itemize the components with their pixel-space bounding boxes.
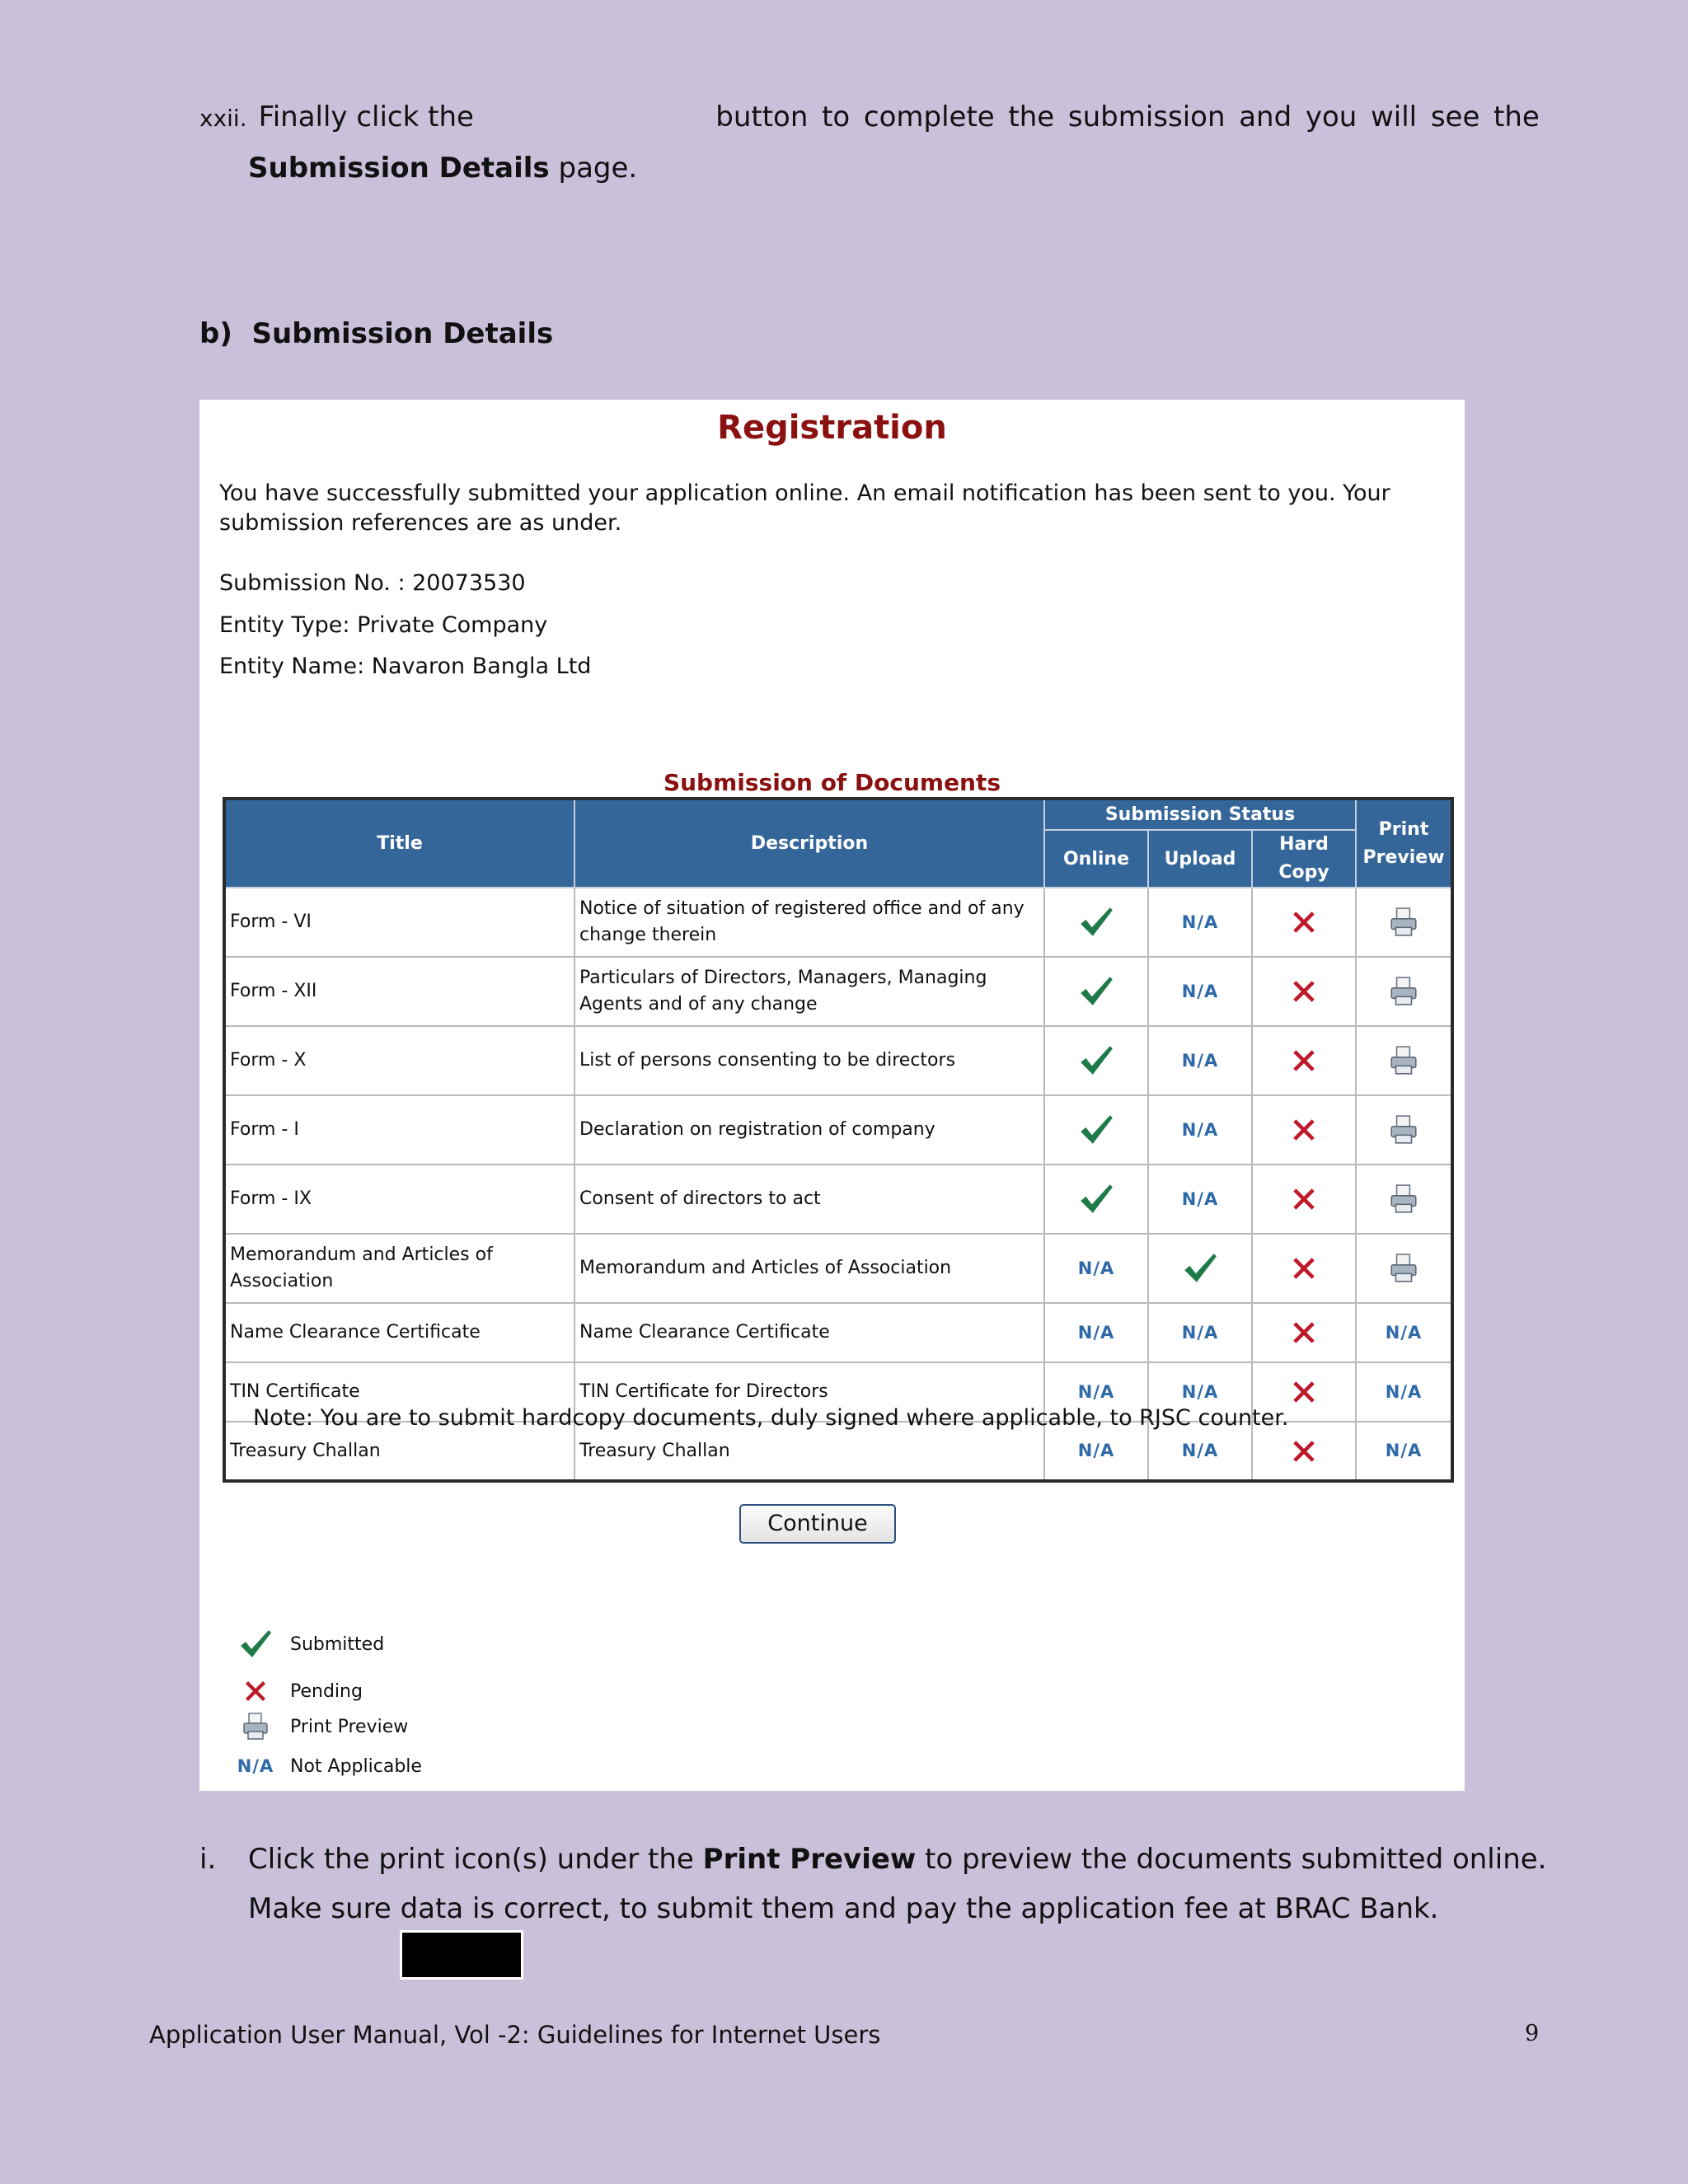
documents-table xyxy=(223,797,1454,1483)
document-title: Form - XII xyxy=(224,957,574,1026)
cross-icon xyxy=(1290,1047,1318,1075)
table-row xyxy=(224,1095,1452,1165)
cross-icon xyxy=(1290,1254,1318,1282)
print-status-cell[interactable] xyxy=(1356,1165,1452,1234)
upload-status-cell xyxy=(1148,1303,1252,1362)
print-status-cell[interactable] xyxy=(1356,1095,1452,1165)
hardcopy-status-cell xyxy=(1252,1234,1356,1303)
print-status-cell[interactable] xyxy=(1356,888,1452,957)
upload-status-cell xyxy=(1148,1234,1252,1303)
na-symbol: N/A xyxy=(237,1756,274,1776)
document-title: Form - VI xyxy=(224,888,574,957)
table-row xyxy=(224,888,1452,957)
document-title: Memorandum and Articles of Association xyxy=(224,1234,574,1303)
upload-status-cell xyxy=(1148,1026,1252,1095)
legend-label: Print Preview xyxy=(290,1716,409,1737)
step-word: will xyxy=(1370,101,1418,134)
step-word: complete xyxy=(863,101,995,134)
cross-icon xyxy=(1290,1185,1318,1213)
na-symbol: N/A xyxy=(1385,1381,1423,1402)
document-title: Name Clearance Certificate xyxy=(224,1303,574,1362)
hardcopy-status-cell xyxy=(1252,1303,1356,1362)
submission-details-reference: Submission Details xyxy=(248,152,550,185)
step-i xyxy=(199,1835,1547,1933)
section-heading: b) Submission Details xyxy=(199,317,554,350)
hardcopy-status-cell xyxy=(1252,888,1356,957)
step-word: see xyxy=(1430,101,1480,134)
legend-submitted xyxy=(232,1628,384,1661)
step-word: the xyxy=(1493,101,1540,134)
na-symbol: N/A xyxy=(1181,981,1219,1001)
header-submission-status: Submission Status xyxy=(1044,799,1356,830)
table-row xyxy=(224,957,1452,1026)
check-icon xyxy=(1077,974,1115,1009)
na-symbol: N/A xyxy=(1077,1258,1115,1278)
registration-screenshot xyxy=(199,400,1465,1791)
print-status-cell xyxy=(1356,1362,1452,1422)
success-message: You have successfully submitted your application online. An email notification has been sent to you. Your submission references are as under. xyxy=(219,480,1390,536)
na-symbol: N/A xyxy=(1077,1441,1115,1460)
legend-not-applicable xyxy=(232,1750,422,1783)
step-xxii-line1 xyxy=(199,92,1540,143)
header-upload: Upload xyxy=(1148,830,1252,888)
cross-icon xyxy=(1290,1116,1318,1144)
legend-label: Pending xyxy=(290,1680,363,1702)
cross-icon xyxy=(1290,1319,1318,1347)
online-status-cell xyxy=(1044,957,1148,1026)
document-title: Form - I xyxy=(224,1095,574,1165)
online-status-cell xyxy=(1044,1234,1148,1303)
printer-icon[interactable] xyxy=(1389,1253,1418,1284)
print-status-cell[interactable] xyxy=(1356,1026,1452,1095)
na-symbol: N/A xyxy=(1181,1119,1219,1140)
document-description: Treasury Challan xyxy=(574,1422,1044,1481)
na-symbol: N/A xyxy=(1077,1322,1115,1343)
step-text: to preview the documents submitted online. xyxy=(916,1843,1547,1876)
online-status-cell xyxy=(1044,1303,1148,1362)
document-description: Notice of situation of registered office and of any change therein xyxy=(574,888,1044,957)
document-title: Form - X xyxy=(224,1026,574,1095)
step-number: xxii. xyxy=(199,105,247,132)
cross-icon xyxy=(1290,1378,1318,1406)
step-number: i. xyxy=(199,1843,217,1876)
document-description: Name Clearance Certificate xyxy=(574,1303,1044,1362)
redacted-image xyxy=(400,1930,523,1980)
na-symbol: N/A xyxy=(1181,1441,1219,1460)
header-online: Online xyxy=(1044,830,1148,888)
step-i-line2: Make sure data is correct, to submit them and pay the application fee at BRAC Bank. xyxy=(248,1892,1439,1925)
print-status-cell[interactable] xyxy=(1356,1234,1452,1303)
document-title: Form - IX xyxy=(224,1165,574,1234)
print-status-cell xyxy=(1356,1422,1452,1481)
step-word: the xyxy=(1008,101,1055,134)
table-row xyxy=(224,1026,1452,1095)
page-number: 9 xyxy=(1525,2021,1540,2046)
online-status-cell xyxy=(1044,1026,1148,1095)
check-icon xyxy=(1077,1113,1115,1147)
legend-print-preview xyxy=(232,1710,408,1743)
legend-pending xyxy=(232,1675,363,1708)
printer-icon xyxy=(232,1712,279,1741)
printer-icon[interactable] xyxy=(1389,1045,1418,1076)
upload-status-cell xyxy=(1148,1095,1252,1165)
footer-text: Application User Manual, Vol -2: Guidelines for Internet Users xyxy=(149,2021,881,2049)
na-symbol: N/A xyxy=(1181,912,1219,932)
step-text: Click the print icon(s) under the xyxy=(248,1843,703,1876)
cross-icon xyxy=(1290,1437,1318,1465)
step-text-end: page. xyxy=(558,152,638,185)
legend-label: Not Applicable xyxy=(290,1755,422,1777)
printer-icon[interactable] xyxy=(1389,1114,1418,1146)
step-word: button xyxy=(715,101,809,134)
document-title: TIN Certificate xyxy=(224,1362,574,1422)
cross-icon xyxy=(1290,908,1318,936)
step-xxii xyxy=(199,92,1540,193)
hardcopy-note: Note: You are to submit hardcopy documents, duly signed where applicable, to RJSC counter. xyxy=(253,1405,1289,1431)
upload-status-cell xyxy=(1148,888,1252,957)
hardcopy-status-cell xyxy=(1252,1165,1356,1234)
check-icon xyxy=(1077,1182,1115,1216)
header-description: Description xyxy=(574,799,1044,888)
check-icon xyxy=(232,1628,279,1661)
check-icon xyxy=(1077,905,1115,940)
document-title: Treasury Challan xyxy=(224,1422,574,1481)
header-title: Title xyxy=(224,799,574,888)
header-print-preview: Print Preview xyxy=(1356,799,1452,888)
na-symbol: N/A xyxy=(1181,1188,1219,1209)
printer-icon[interactable] xyxy=(1389,907,1418,938)
table-row xyxy=(224,1165,1452,1234)
na-symbol: N/A xyxy=(1181,1050,1219,1071)
online-status-cell xyxy=(1044,1095,1148,1165)
na-symbol: N/A xyxy=(1181,1381,1219,1402)
print-status-cell xyxy=(1356,1303,1452,1362)
header-hard-copy: Hard Copy xyxy=(1252,830,1356,888)
check-icon xyxy=(1181,1251,1219,1286)
document-description: Memorandum and Articles of Association xyxy=(574,1234,1044,1303)
cross-icon xyxy=(232,1678,279,1704)
document-description: Consent of directors to act xyxy=(574,1165,1044,1234)
online-status-cell xyxy=(1044,888,1148,957)
na-symbol: N/A xyxy=(1385,1322,1423,1343)
step-xxii-line2 xyxy=(199,143,1540,193)
na-symbol: N/A xyxy=(1385,1441,1423,1460)
document-description: List of persons consenting to be directors xyxy=(574,1026,1044,1095)
submission-number: Submission No. : 20073530 xyxy=(219,570,526,596)
step-word: to xyxy=(822,101,851,134)
print-status-cell[interactable] xyxy=(1356,957,1452,1026)
printer-icon[interactable] xyxy=(1389,976,1418,1007)
step-i-line1 xyxy=(199,1835,1547,1884)
step-word: you xyxy=(1305,101,1357,134)
na-symbol: N/A xyxy=(1077,1381,1115,1402)
hardcopy-status-cell xyxy=(1252,957,1356,1026)
documents-table-title: Submission of Documents xyxy=(663,769,1001,796)
step-word: and xyxy=(1239,101,1292,134)
step-word: submission xyxy=(1067,101,1226,134)
legend-label: Submitted xyxy=(290,1633,385,1655)
print-preview-reference: Print Preview xyxy=(702,1843,917,1876)
table-row xyxy=(224,1234,1452,1303)
check-icon xyxy=(1077,1043,1115,1078)
entity-name: Entity Name: Navaron Bangla Ltd xyxy=(219,654,592,679)
document-description: TIN Certificate for Directors xyxy=(574,1362,1044,1422)
upload-status-cell xyxy=(1148,1165,1252,1234)
document-description: Declaration on registration of company xyxy=(574,1095,1044,1165)
online-status-cell xyxy=(1044,1165,1148,1234)
registration-title: Registration xyxy=(717,409,947,447)
na-symbol: N/A xyxy=(1181,1322,1219,1343)
continue-button[interactable]: Continue xyxy=(739,1504,896,1544)
entity-type: Entity Type: Private Company xyxy=(219,612,548,638)
printer-icon[interactable] xyxy=(1389,1183,1418,1215)
hardcopy-status-cell xyxy=(1252,1026,1356,1095)
button-image-placeholder xyxy=(488,92,702,143)
cross-icon xyxy=(1290,977,1318,1005)
upload-status-cell xyxy=(1148,957,1252,1026)
hardcopy-status-cell xyxy=(1252,1095,1356,1165)
step-text: Finally click the xyxy=(258,101,474,134)
document-description: Particulars of Directors, Managers, Managing Agents and of any change xyxy=(574,957,1044,1026)
table-row xyxy=(224,1303,1452,1362)
